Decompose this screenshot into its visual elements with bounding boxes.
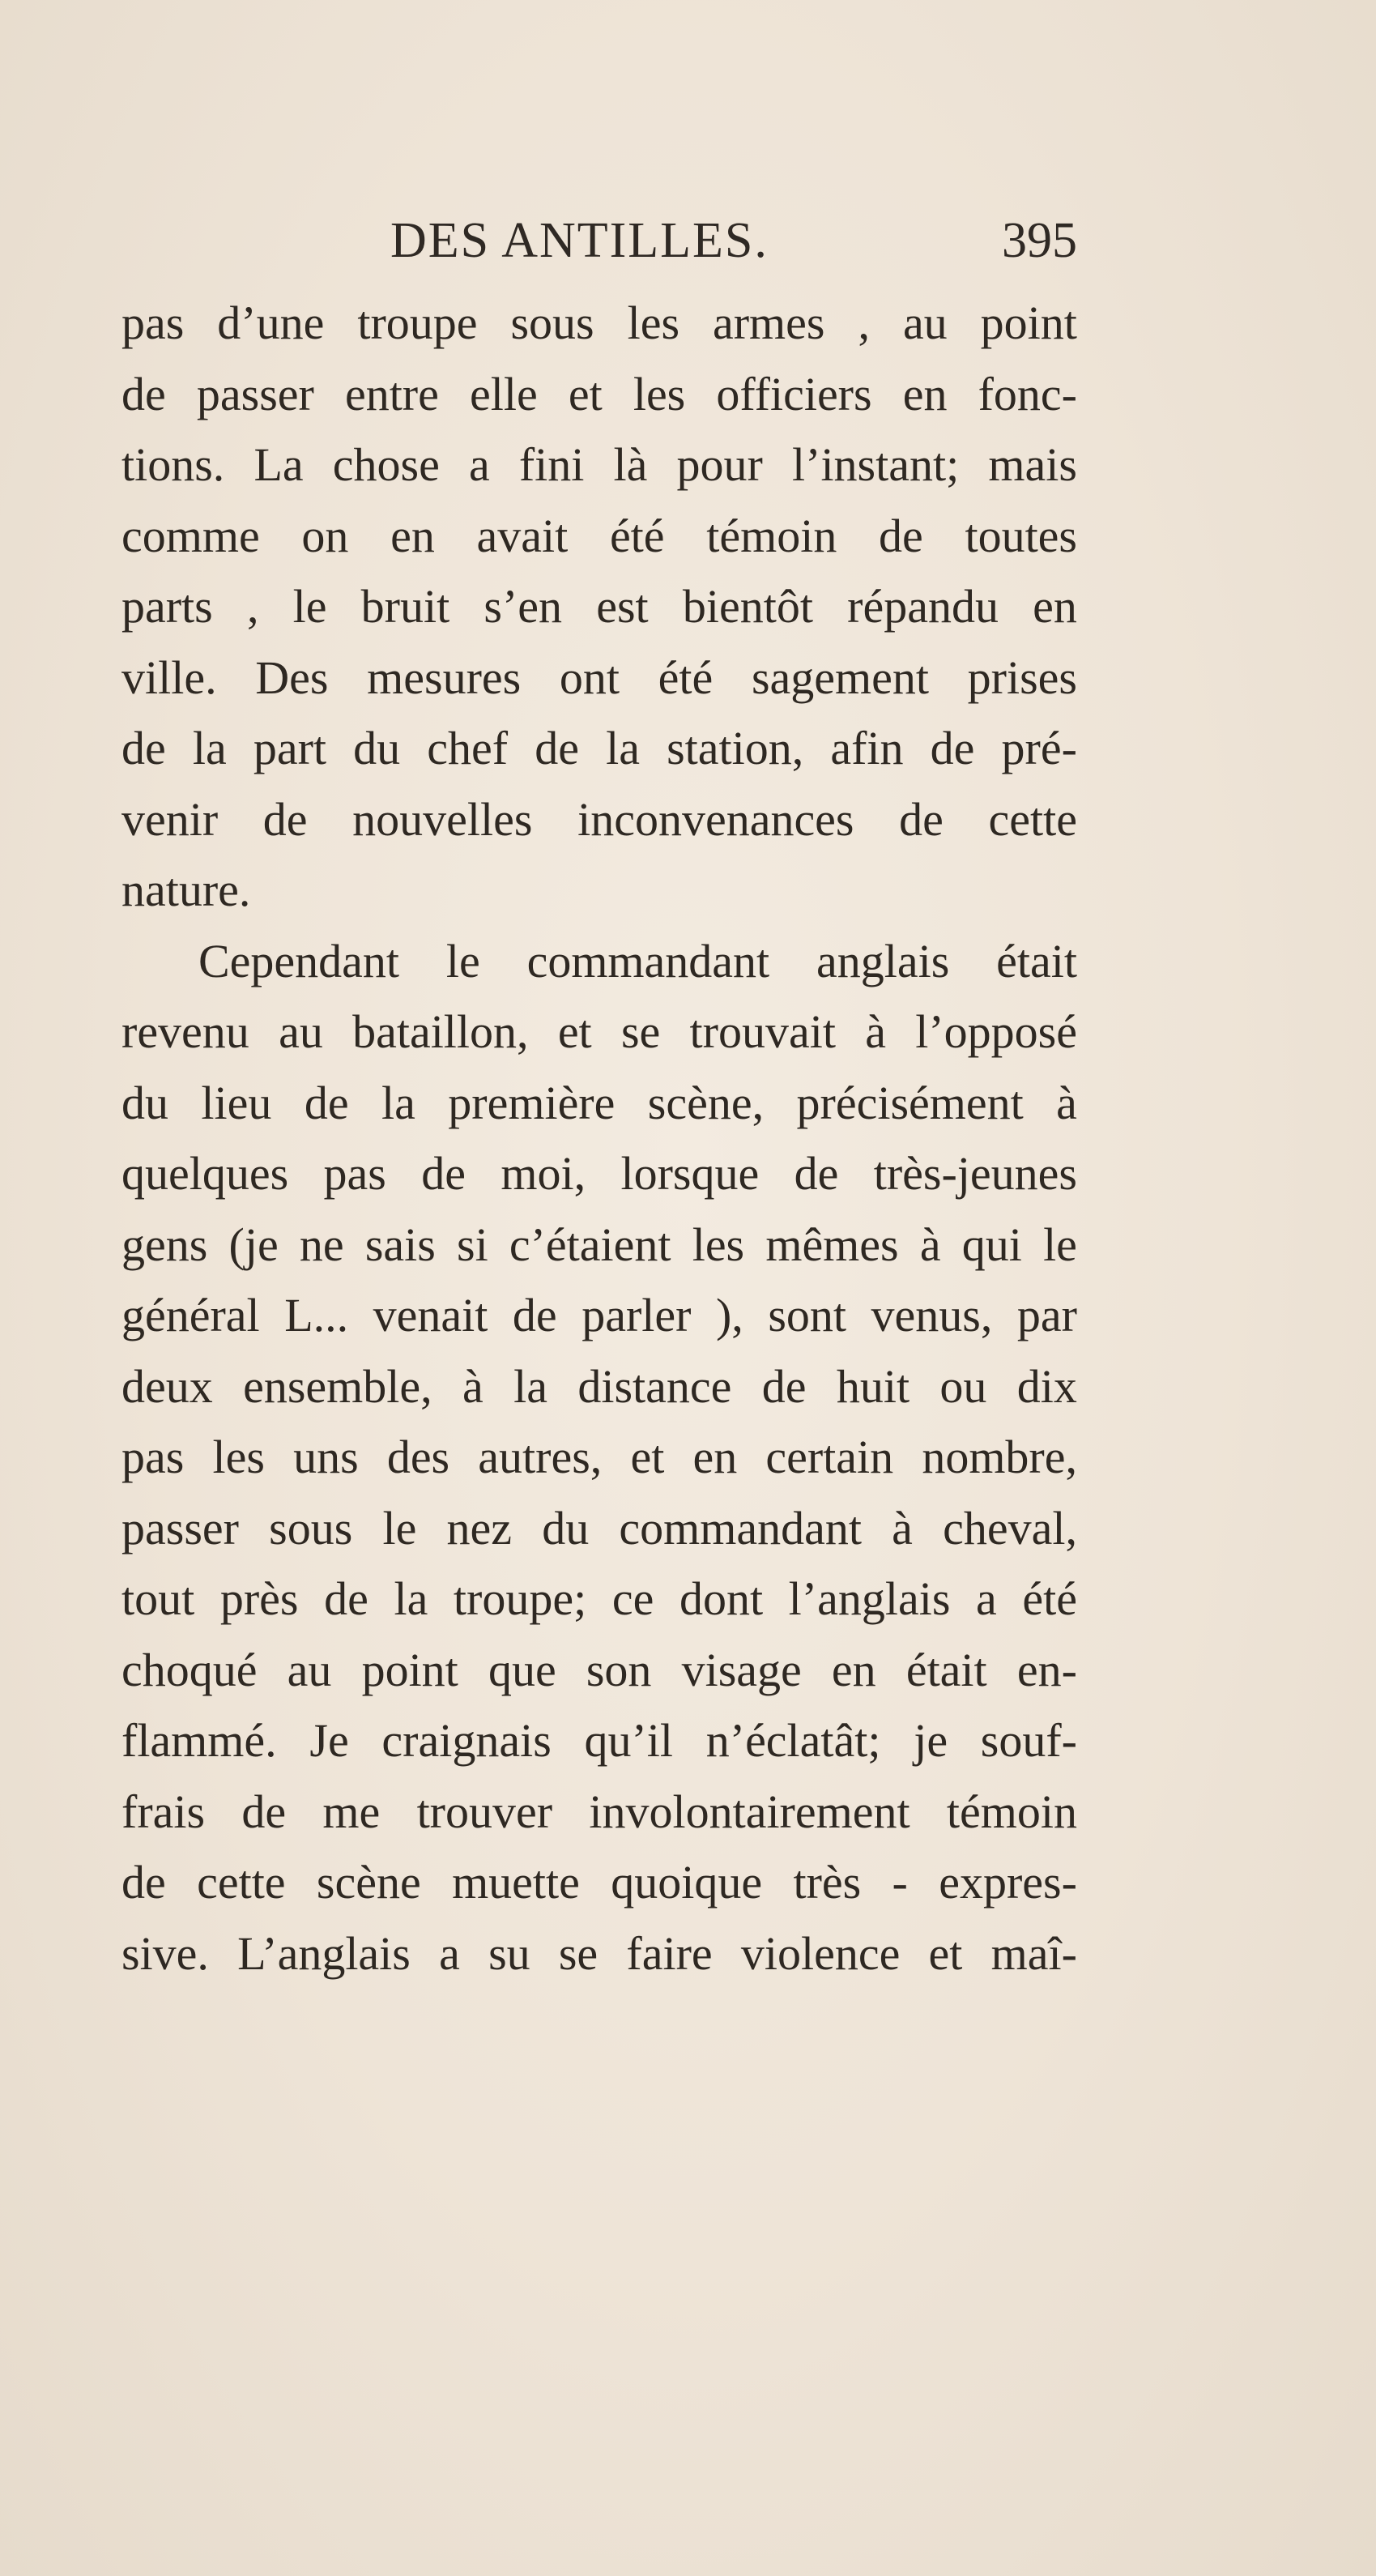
page-number: 395 — [1002, 213, 1077, 268]
body-text — [121, 288, 1077, 1989]
text-line: nature. — [121, 864, 251, 916]
page-header — [121, 212, 1077, 285]
text-line: général L... venait de parler ), sont venus, par — [121, 1289, 1077, 1341]
text-line: de cette scène muette quoique très - expres- — [121, 1856, 1077, 1909]
text-line: du lieu de la première scène, précisément à — [121, 1076, 1077, 1129]
text-line: ville. Des mesures ont été sagement prises — [121, 650, 1077, 704]
text-line: de la part du chef de la station, afin de pré- — [121, 722, 1077, 774]
text-line: deux ensemble, à la distance de huit ou dix — [121, 1359, 1077, 1413]
text-line: comme on en avait été témoin de toutes — [121, 509, 1077, 562]
text-line: gens (je ne sais si c’étaient les mêmes à qui le — [121, 1218, 1077, 1271]
text-line: frais de me trouver involontairement témoin — [121, 1785, 1077, 1838]
text-line: quelques pas de moi, lorsque de très-jeunes — [121, 1147, 1077, 1200]
text-line: tout près de la troupe; ce dont l’anglais a été — [121, 1572, 1077, 1625]
running-title: DES ANTILLES. — [390, 213, 769, 268]
text-line: pas les uns des autres, et en certain nombre, — [121, 1431, 1077, 1483]
text-line: sive. L’anglais a su se faire violence et maî- — [121, 1926, 1077, 1980]
text-line: de passer entre elle et les officiers en fonc- — [121, 367, 1077, 420]
text-line: choqué au point que son visage en était en- — [121, 1643, 1077, 1696]
text-line: venir de nouvelles inconvenances de cette — [121, 792, 1077, 846]
text-line: parts , le bruit s’en est bientôt répandu en — [121, 580, 1077, 633]
text-line: Cependant le commandant anglais était — [198, 934, 1077, 987]
text-line: pas d’une troupe sous les armes , au point — [121, 296, 1077, 349]
text-line: revenu au bataillon, et se trouvait à l’opposé — [121, 1005, 1077, 1058]
text-line: tions. La chose a fini là pour l’instant; mais — [121, 438, 1077, 491]
text-line: flammé. Je craignais qu’il n’éclatât; je souf- — [121, 1714, 1077, 1767]
text-line: passer sous le nez du commandant à cheval, — [121, 1501, 1077, 1555]
